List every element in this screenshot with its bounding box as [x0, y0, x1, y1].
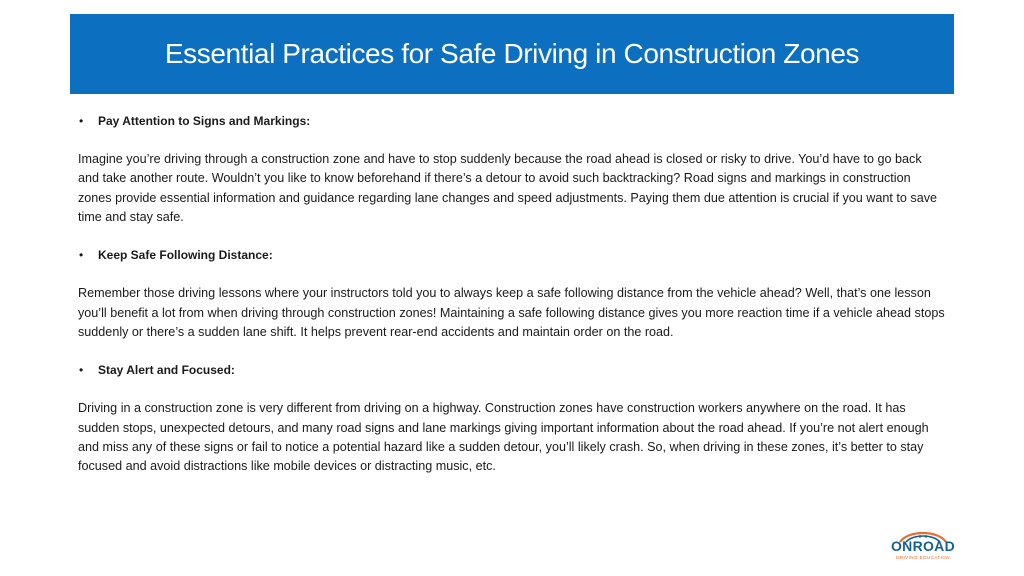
section-title: Keep Safe Following Distance:: [98, 248, 273, 263]
content-body: [78, 112, 946, 476]
logo-wordmark: ONROAD: [890, 538, 956, 554]
bullet-icon: •: [79, 248, 84, 263]
section-heading-signs: [78, 112, 946, 131]
section-title: Stay Alert and Focused:: [98, 363, 235, 378]
section-heading-distance: [78, 246, 946, 265]
bullet-icon: •: [79, 363, 84, 378]
section-title: Pay Attention to Signs and Markings:: [98, 113, 311, 128]
section-paragraph-alert: Driving in a construction zone is very different from driving on a highway. Construction zones have construction workers anywhere on the road. It has sudden stops, unexpected detours, and many road signs and lane markings giving important information about the road ahead. If you’re not alert enough and miss any of these signs or fail to notice a potential hazard like a sudden detour, you’ll likely crash. So, when driving in these zones, it’s better to stay focused and avoid distractions like mobile devices or distracting music, etc.: [78, 401, 929, 473]
section-paragraph-distance: Remember those driving lessons where your instructors told you to always keep a safe following distance from the vehicle ahead? Well, that’s one lesson you’ll benefit a lot from when driving through construction zones! Maintaining a safe following distance gives you more reaction time if a vehicle ahead stops suddenly or there’s a sudden lane shift. It helps prevent rear-end accidents and maintain order on the road.: [78, 286, 945, 339]
section-heading-alert: [78, 361, 946, 380]
logo-tagline: DRIVING EDUCATION: [896, 555, 950, 560]
bullet-icon: •: [79, 113, 84, 128]
page-title: Essential Practices for Safe Driving in Construction Zones: [164, 38, 860, 69]
title-banner: [70, 14, 954, 94]
onroad-logo: [886, 529, 960, 565]
section-paragraph-signs: Imagine you’re driving through a construction zone and have to stop suddenly because the road ahead is closed or risky to drive. You’d have to go back and take another route. Wouldn’t you like to know beforehand if there’s a detour to avoid such backtracking? Road signs and markings in construction zones provide essential information and guidance regarding lane changes and speed adjustments. Paying them due attention is crucial if you want to save time and stay safe.: [78, 152, 938, 224]
